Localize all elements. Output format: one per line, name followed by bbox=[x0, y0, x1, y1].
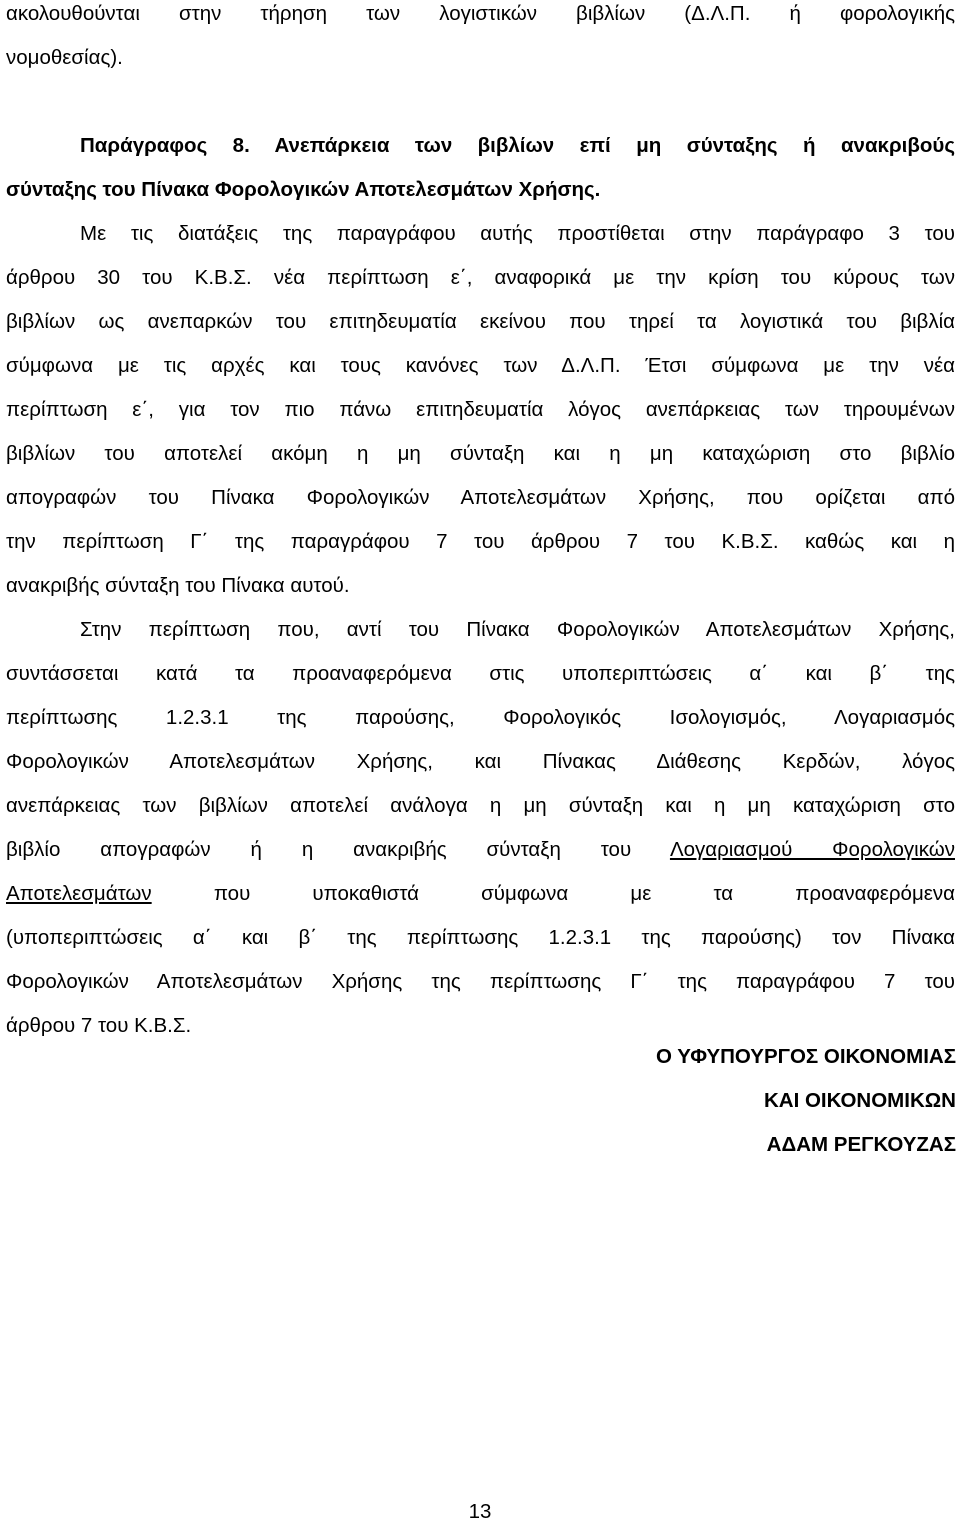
text-line-20 bbox=[6, 828, 955, 872]
text-line-21-part-2: που υποκαθιστά σύμφωνα με τα προαναφερόμενα bbox=[213, 882, 955, 905]
signature-block bbox=[356, 1035, 956, 1167]
text-line-11: βιβλίων του αποτελεί ακόμη η μη σύνταξη και η μη καταχώριση στο βιβλίο bbox=[6, 442, 955, 465]
text-line-20-part-1: βιβλίο απογραφών ή η ανακριβής σύνταξη του bbox=[6, 838, 632, 861]
text-line-13: την περίπτωση Γ΄ της παραγράφου 7 του άρθρου 7 του Κ.Β.Σ. καθώς και η bbox=[6, 530, 955, 553]
body-text bbox=[6, 0, 955, 1048]
underlined-term-part-2: Αποτελεσμάτων bbox=[6, 882, 152, 905]
text-line-15: Στην περίπτωση που, αντί του Πίνακα Φορολογικών Αποτελεσμάτων Χρήσης, bbox=[80, 618, 955, 641]
text-line-22: (υποπεριπτώσεις α΄ και β΄ της περίπτωσης 1.2.3.1 της παρούσης) τον Πίνακα bbox=[6, 926, 955, 949]
text-line-17: περίπτωσης 1.2.3.1 της παρούσης, Φορολογικός Ισολογισμός, Λογαριασμός bbox=[6, 706, 955, 729]
blank-line bbox=[6, 80, 955, 124]
text-line-21 bbox=[6, 872, 955, 916]
text-line-8: βιβλίων ως ανεπαρκών του επιτηδευματία εκείνου που τηρεί τα λογιστικά του βιβλία bbox=[6, 310, 955, 333]
text-line-9: σύμφωνα με τις αρχές και τους κανόνες των Δ.Λ.Π. Έτσι σύμφωνα με την νέα bbox=[6, 354, 955, 377]
signatory-name: ΑΔΑΜ ΡΕΓΚΟΥΖΑΣ bbox=[766, 1133, 956, 1156]
text-line-10: περίπτωση ε΄, για τον πιο πάνω επιτηδευματία λόγος ανεπάρκειας των τηρουμένων bbox=[6, 398, 955, 421]
text-line-16: συντάσσεται κατά τα προαναφερόμενα στις υποπεριπτώσεις α΄ και β΄ της bbox=[6, 662, 955, 685]
page-number: 13 bbox=[468, 1500, 492, 1523]
text-line-23: Φορολογικών Αποτελεσμάτων Χρήσης της περίπτωσης Γ΄ της παραγράφου 7 του bbox=[6, 970, 955, 993]
signature-title-line-2: ΚΑΙ ΟΙΚΟΝΟΜΙΚΩΝ bbox=[763, 1089, 956, 1112]
text-line-19: ανεπάρκειας των βιβλίων αποτελεί ανάλογα η μη σύνταξη και η μη καταχώριση στο bbox=[6, 794, 955, 817]
text-line-2: νομοθεσίας). bbox=[6, 46, 123, 69]
signature-title-line-1: Ο ΥΦΥΠΟΥΡΓΟΣ ΟΙΚΟΝΟΜΙΑΣ bbox=[656, 1045, 956, 1068]
text-line-1: ακολουθούνται στην τήρηση των λογιστικών βιβλίων (Δ.Λ.Π. ή φορολογικής bbox=[6, 2, 955, 25]
text-line-6: Με τις διατάξεις της παραγράφου αυτής προστίθεται στην παράγραφο 3 του bbox=[80, 222, 955, 245]
text-line-12: απογραφών του Πίνακα Φορολογικών Αποτελεσμάτων Χρήσης, που ορίζεται από bbox=[6, 486, 955, 509]
text-line-24: άρθρου 7 του Κ.Β.Σ. bbox=[6, 1014, 192, 1037]
paragraph-8-heading-line-1: Παράγραφος 8. Ανεπάρκεια των βιβλίων επί μη σύνταξης ή ανακριβούς bbox=[80, 134, 955, 157]
underlined-term-part-1: Λογαριασμού Φορολογικών bbox=[669, 838, 955, 861]
text-line-18: Φορολογικών Αποτελεσμάτων Χρήσης, και Πίνακας Διάθεσης Κερδών, λόγος bbox=[6, 750, 955, 773]
text-line-7: άρθρου 30 του Κ.Β.Σ. νέα περίπτωση ε΄, αναφορικά με την κρίση του κύρους των bbox=[6, 266, 955, 289]
text-line-14: ανακριβής σύνταξη του Πίνακα αυτού. bbox=[6, 574, 350, 597]
paragraph-8-heading-line-2: σύνταξης του Πίνακα Φορολογικών Αποτελεσμάτων Χρήσης. bbox=[6, 178, 601, 201]
